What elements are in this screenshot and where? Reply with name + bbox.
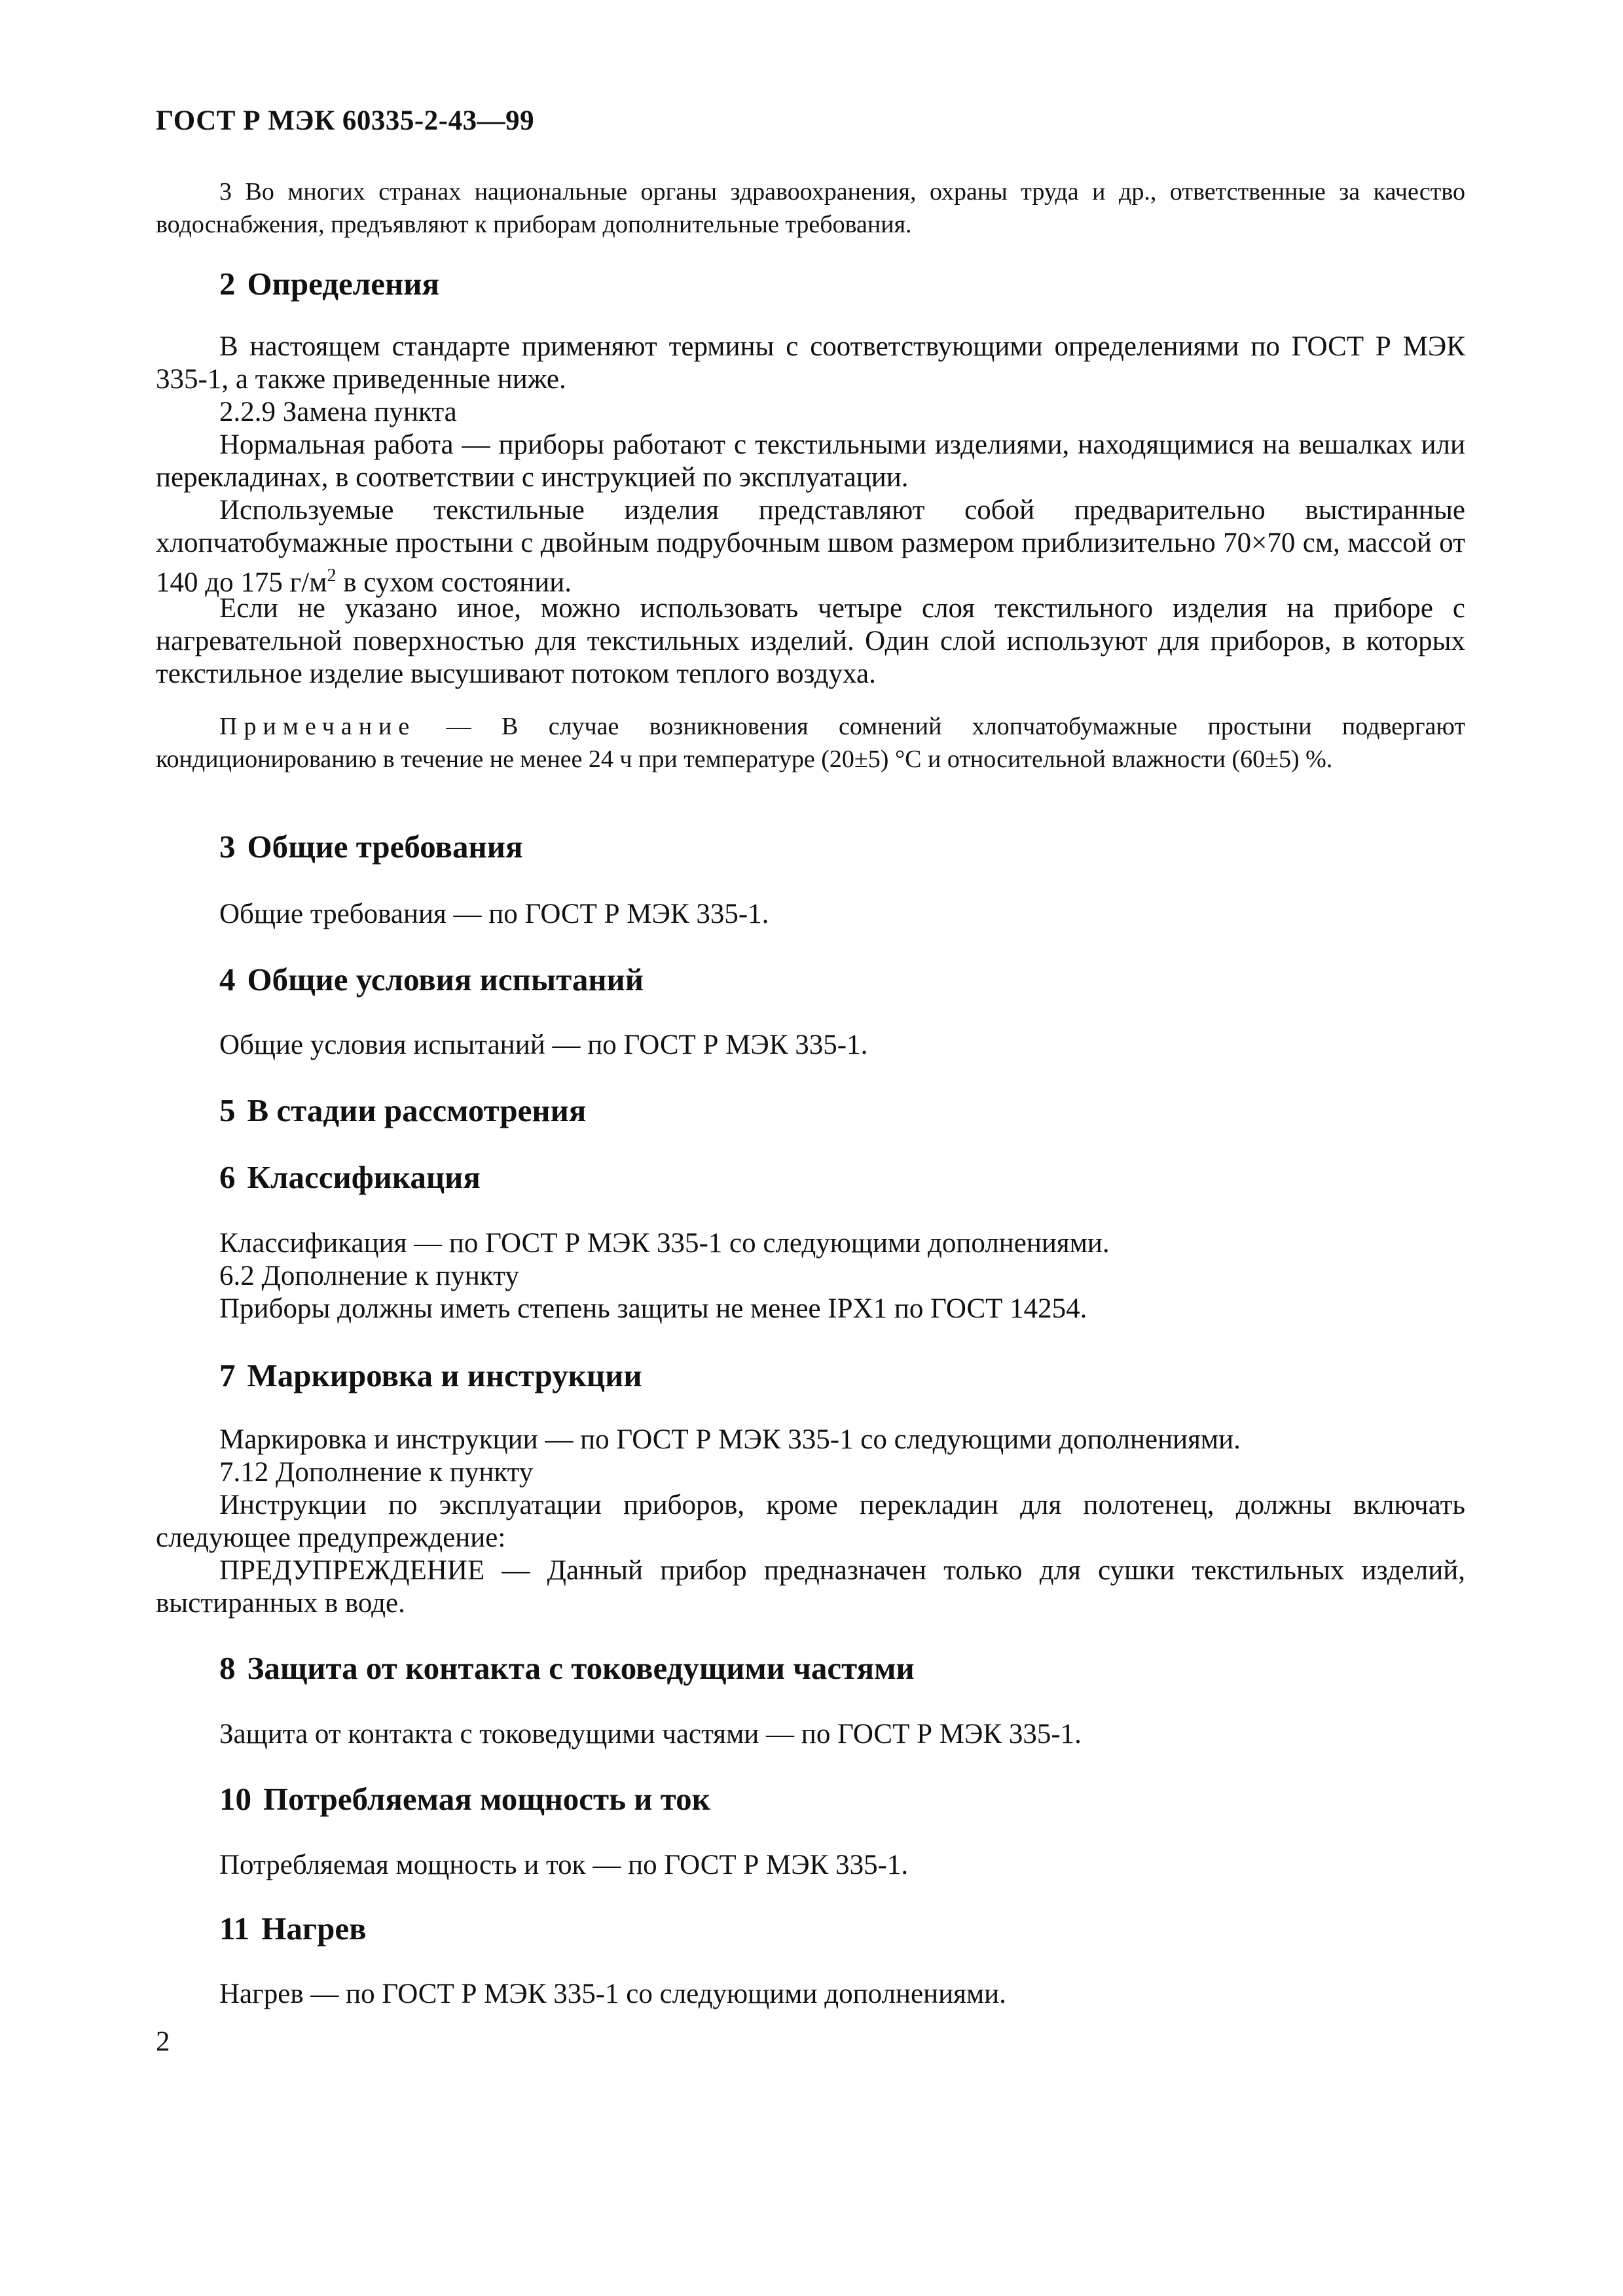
section-6-ipx1: Приборы должны иметь степень защиты не менее IPX1 по ГОСТ 14254. bbox=[219, 1293, 1087, 1324]
section-number: 5 bbox=[219, 1092, 236, 1128]
section-8-heading bbox=[219, 1649, 915, 1687]
section-7-instructions: Инструкции по эксплуатации приборов, кроме перекладин для полотенец, должны включать следующее предупреждение: bbox=[156, 1490, 1465, 1553]
section-number: 6 bbox=[219, 1159, 236, 1195]
page-number: 2 bbox=[156, 2026, 170, 2057]
note-3-paragraph: 3 Во многих странах национальные органы здравоохранения, охраны труда и др., ответственные за качество водоснабжения, предъявляют к приборам дополнительные требования. bbox=[156, 178, 1465, 238]
section-2-heading bbox=[219, 265, 439, 302]
note-label: Примечание bbox=[219, 713, 416, 740]
section-number: 11 bbox=[219, 1910, 250, 1946]
section-title: В стадии рассмотрения bbox=[247, 1092, 587, 1128]
section-11-text: Нагрев — по ГОСТ Р МЭК 335-1 со следующими дополнениями. bbox=[219, 1979, 1006, 2009]
section-title: Классификация bbox=[247, 1159, 481, 1195]
document-code-header: ГОСТ Р МЭК 60335-2-43—99 bbox=[156, 105, 535, 136]
section-2-intro: В настоящем стандарте применяют термины с соответствующими определениями по ГОСТ Р МЭК 335-1, а также приведенные ниже. bbox=[156, 331, 1465, 395]
section-3-text: Общие требования — по ГОСТ Р МЭК 335-1. bbox=[219, 899, 769, 929]
section-2-layers: Если не указано иное, можно использовать четыре слоя текстильного изделия на приборе с нагревательной поверхностью для текстильных изделий. Один слой используют для приборов, в которых текстильное изделие высушивают потоком теплого воздуха. bbox=[156, 593, 1465, 689]
section-10-text: Потребляемая мощность и ток — по ГОСТ Р МЭК 335-1. bbox=[219, 1850, 909, 1880]
textiles-text-end: в сухом состоянии. bbox=[336, 567, 572, 598]
section-number: 8 bbox=[219, 1650, 236, 1686]
section-4-heading bbox=[219, 961, 644, 998]
textiles-text: Используемые текстильные изделия представляют собой предварительно выстиранные хлопчатобумажные простыни с двойным подрубочным швом размером приблизительно 70×70 см, массой от 140 до 175 г/м bbox=[156, 495, 1465, 598]
section-title: Общие условия испытаний bbox=[247, 961, 644, 997]
section-number: 2 bbox=[219, 266, 236, 302]
clause-2-2-9: 2.2.9 Замена пункта bbox=[219, 397, 457, 427]
section-number: 4 bbox=[219, 961, 236, 997]
section-title: Защита от контакта с токоведущими частями bbox=[247, 1650, 915, 1686]
note-text: — В случае возникновения сомнений хлопчатобумажные простыни подвергают кондиционированию в течение не менее 24 ч при температуре (20±5) °С и относительной влажности (60±5) %. bbox=[156, 713, 1465, 773]
section-11-heading bbox=[219, 1910, 367, 1947]
section-6-heading bbox=[219, 1158, 481, 1196]
section-title: Определения bbox=[247, 266, 439, 302]
section-7-text: Маркировка и инструкции — по ГОСТ Р МЭК 335-1 со следующими дополнениями. bbox=[219, 1424, 1241, 1455]
section-2-normal-operation: Нормальная работа — приборы работают с текстильными изделиями, находящимися на вешалках или перекладинах, в соответствии с инструкцией по эксплуатации. bbox=[156, 429, 1465, 493]
section-3-heading bbox=[219, 828, 522, 865]
section-4-text: Общие условия испытаний — по ГОСТ Р МЭК 335-1. bbox=[219, 1030, 868, 1060]
section-title: Потребляемая мощность и ток bbox=[263, 1781, 710, 1817]
section-title: Нагрев bbox=[261, 1910, 367, 1946]
clause-6-2: 6.2 Дополнение к пункту bbox=[219, 1261, 519, 1291]
section-title: Общие требования bbox=[247, 829, 523, 865]
section-7-warning: ПРЕДУПРЕЖДЕНИЕ — Данный прибор предназначен только для сушки текстильных изделий, выстиранных в воде. bbox=[156, 1555, 1465, 1619]
section-2-note bbox=[156, 710, 1465, 776]
section-number: 10 bbox=[219, 1781, 251, 1817]
section-number: 7 bbox=[219, 1357, 236, 1393]
section-2-textiles bbox=[156, 494, 1465, 599]
section-10-heading bbox=[219, 1780, 710, 1818]
clause-7-12: 7.12 Дополнение к пункту bbox=[219, 1457, 534, 1488]
section-8-text: Защита от контакта с токоведущими частями — по ГОСТ Р МЭК 335-1. bbox=[219, 1719, 1082, 1749]
section-6-text: Классификация — по ГОСТ Р МЭК 335-1 со следующими дополнениями. bbox=[219, 1228, 1110, 1259]
section-7-heading bbox=[219, 1357, 642, 1394]
section-5-heading bbox=[219, 1092, 586, 1129]
section-number: 3 bbox=[219, 829, 236, 865]
unit-superscript: 2 bbox=[327, 565, 337, 586]
section-title: Маркировка и инструкции bbox=[247, 1357, 642, 1393]
